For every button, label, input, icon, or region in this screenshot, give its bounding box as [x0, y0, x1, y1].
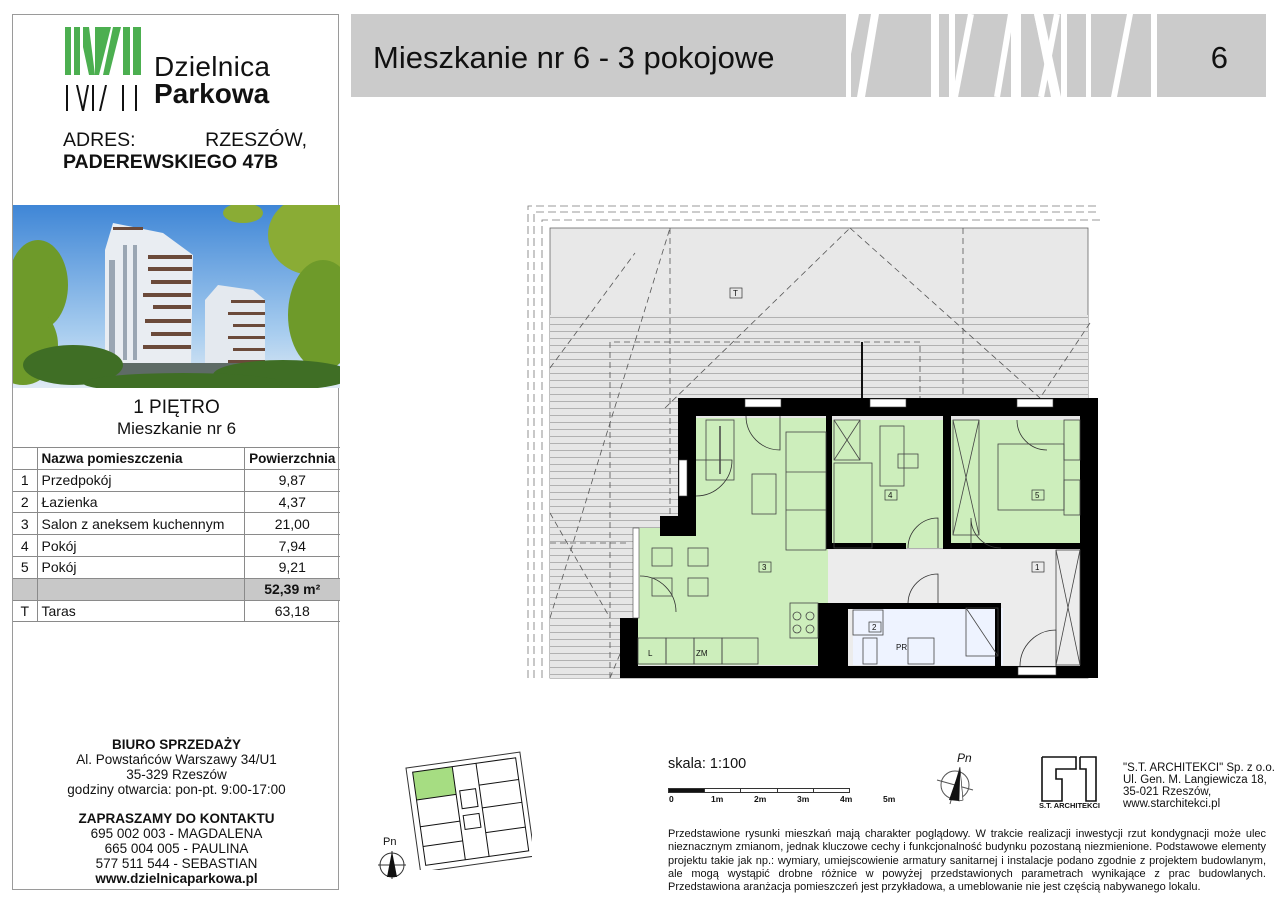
table-row: [13, 491, 340, 513]
compass-label: Pn: [957, 752, 972, 765]
apartment-name: Mieszkanie nr 6: [116, 419, 237, 438]
brand-name-line1: Dzielnica: [154, 51, 271, 82]
room-no: 5: [13, 556, 37, 578]
building-key-plan: [402, 745, 532, 870]
contact: [13, 811, 340, 886]
scale-tick: 5m: [883, 794, 896, 804]
architect-street: Ul. Gen. M. Langiewicza 18,: [1123, 774, 1267, 786]
brand-logo: [65, 27, 305, 117]
table-row: [13, 469, 340, 491]
contact-heading: ZAPRASZAMY DO KONTAKTU: [78, 811, 275, 826]
address-label: ADRES:: [63, 129, 136, 151]
table-row: [13, 556, 340, 578]
scale-tick: 4m: [840, 794, 853, 804]
scale-bar: [668, 756, 908, 804]
sales-office-city: 35-329 Rzeszów: [126, 767, 227, 782]
svg-text:3: 3: [762, 563, 767, 572]
room-area: 21,00: [244, 513, 340, 535]
total-no: [13, 578, 37, 600]
col-header-area: Powierzchnia: [244, 448, 340, 470]
architect-website-link[interactable]: www.starchitekci.pl: [1123, 798, 1221, 810]
col-header-name: Nazwa pomieszczenia: [37, 448, 244, 470]
contact-phone[interactable]: 665 004 005 - PAULINA: [104, 841, 249, 856]
room-no: 1: [13, 469, 37, 491]
architect-company: "S.T. ARCHITEKCI" Sp. z o.o.: [1123, 762, 1275, 774]
architect-logo-label: S.T. ARCHITEKCI: [1039, 801, 1100, 810]
sales-office-hours: godziny otwarcia: pon-pt. 9:00-17:00: [67, 782, 286, 797]
scale-tick: 2m: [754, 794, 767, 804]
address-city: RZESZÓW,: [205, 129, 307, 151]
terrace-name: Taras: [37, 600, 244, 622]
room-area: 4,37: [244, 491, 340, 513]
floor-heading: [13, 397, 340, 439]
info-panel: [12, 14, 339, 890]
room-name: Łazienka: [37, 491, 244, 513]
room-area: 7,94: [244, 535, 340, 557]
scale-label: skala: 1:100: [668, 756, 747, 772]
total-name: [37, 578, 244, 600]
room-name: Salon z aneksem kuchennym: [37, 513, 244, 535]
address: [63, 129, 307, 173]
table-row: [13, 535, 340, 557]
watermark-overlay: [13, 893, 213, 905]
room-area: 9,21: [244, 556, 340, 578]
room-no: 4: [13, 535, 37, 557]
room-no: 2: [13, 491, 37, 513]
room-name: Pokój: [37, 535, 244, 557]
header-bar: [351, 14, 1266, 97]
svg-text:1: 1: [1035, 563, 1040, 572]
header-title-box: [351, 14, 846, 97]
floor-plan: [520, 198, 1100, 683]
header-number-box: [1157, 14, 1266, 97]
rooms-table: [13, 447, 340, 622]
architect-info: [1123, 762, 1275, 810]
scale-tick: 0: [669, 794, 674, 804]
key-plan-compass-icon: [375, 833, 409, 883]
svg-text:PR: PR: [896, 643, 908, 652]
contact-phone[interactable]: 577 511 544 - SEBASTIAN: [95, 856, 258, 871]
decorative-stripes-icon: [851, 14, 1151, 97]
terrace-no: T: [13, 600, 37, 622]
svg-text:ZM: ZM: [696, 649, 708, 658]
brand-name-line2: Parkowa: [154, 78, 270, 109]
room-name: Pokój: [37, 556, 244, 578]
contact-phone[interactable]: 695 002 003 - MAGDALENA: [90, 826, 263, 841]
table-header-row: [13, 448, 340, 470]
room-name: Przedpokój: [37, 469, 244, 491]
address-street: PADEREWSKIEGO 47B: [63, 151, 279, 173]
scale-tick: 3m: [797, 794, 810, 804]
total-area: 52,39 m²: [244, 578, 340, 600]
table-row: [13, 513, 340, 535]
scale-ticks: [668, 794, 908, 806]
terrace-area: 63,18: [244, 600, 340, 622]
table-total-row: [13, 578, 340, 600]
svg-text:4: 4: [888, 491, 893, 500]
room-no: 3: [13, 513, 37, 535]
sales-office-street: Al. Powstańców Warszawy 34/U1: [76, 752, 277, 767]
scale-bar-graphic: [668, 788, 850, 793]
col-header-no: [13, 448, 37, 470]
label-terrace: T: [733, 289, 738, 298]
svg-text:5: 5: [1035, 491, 1040, 500]
north-compass-icon: [932, 752, 978, 810]
floor-level: 1 PIĘTRO: [133, 397, 220, 418]
contact-website-link[interactable]: www.dzielnicaparkowa.pl: [95, 871, 258, 886]
apartment-number: 6: [1210, 40, 1228, 75]
disclaimer-text: Przedstawione rysunki mieszkań mają charakter poglądowy. W trakcie realizacji inwestycji rzut kondygnacji może ulec nieznacznym zmianom, jednak kluczowe cechy i funkcjonalność budynku pozostaną niezmienione. Podstawowe elementy projektu takie jak np.: wymiary, umiejscowienie armatury sanitarnej i instalacje podano zgodnie z projektem budowlanym, ale mogą wystąpić drobne różnice w powyżej przedstawionych parametrach wynikające z prac budowlanych. Przedstawiona aranżacja pomieszczeń jest przykładowa, a umeblowanie nie jest częścią nabywanego lokalu.: [668, 828, 1266, 894]
svg-text:2: 2: [872, 623, 877, 632]
sales-office: [13, 737, 340, 797]
svg-text:L: L: [648, 649, 653, 658]
building-render-image: [13, 205, 340, 388]
scale-tick: 1m: [711, 794, 724, 804]
architect-city: 35-021 Rzeszów,: [1123, 786, 1212, 798]
room-area: 9,87: [244, 469, 340, 491]
page-title: Mieszkanie nr 6 - 3 pokojowe: [373, 40, 775, 75]
logo-mark-icon: [65, 27, 141, 113]
table-row-terrace: [13, 600, 340, 622]
key-plan-north-label: Pn: [383, 836, 397, 848]
sales-office-heading: BIURO SPRZEDAŻY: [111, 737, 241, 752]
